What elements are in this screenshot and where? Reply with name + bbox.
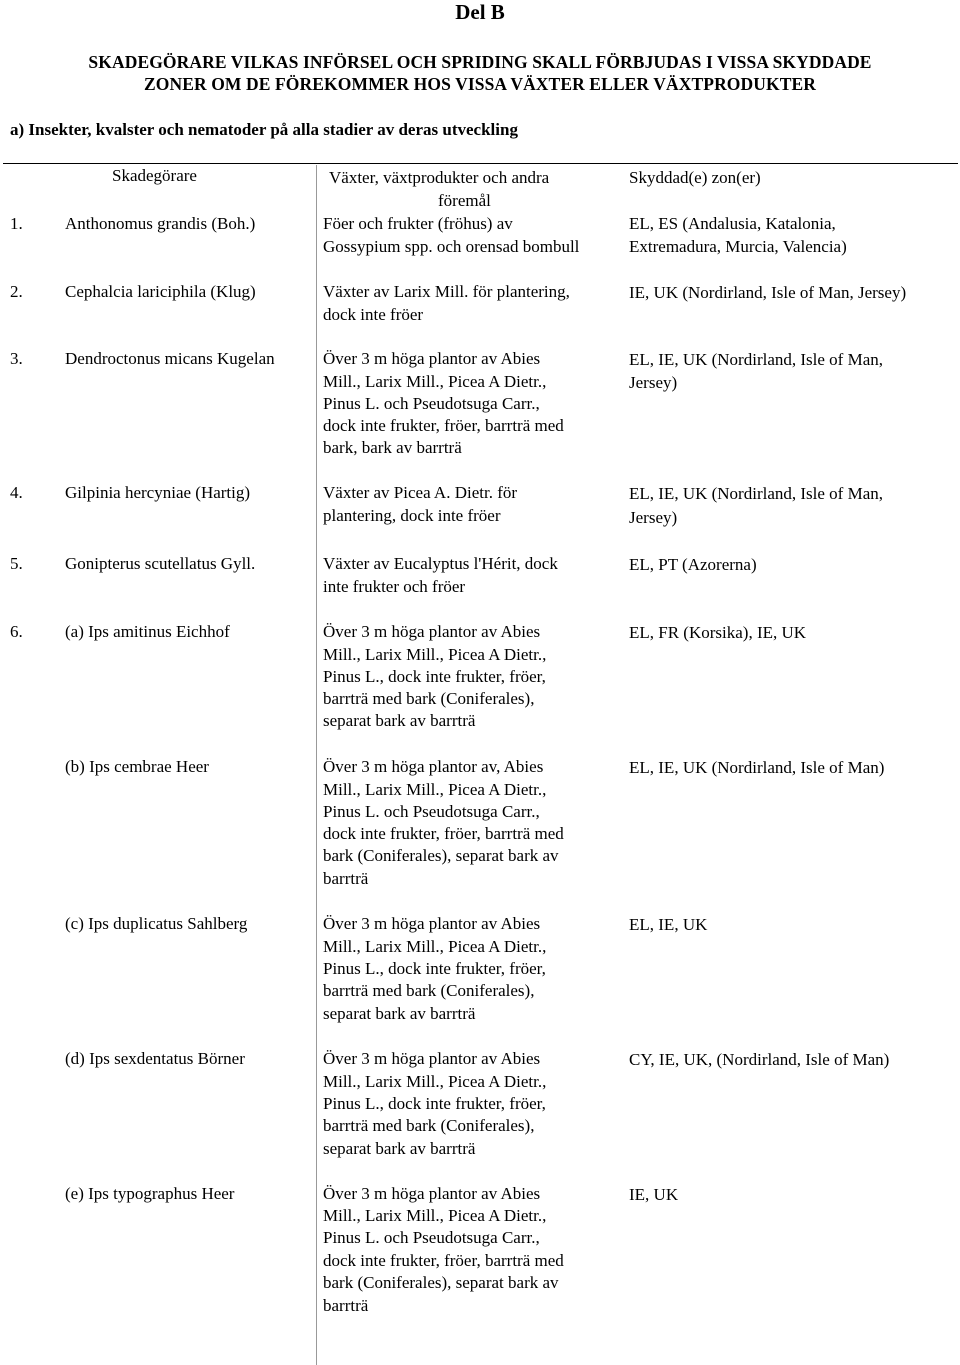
plants-line: Pinus L. och Pseudotsuga Carr., xyxy=(323,394,540,413)
plants-line: bark (Coniferales), separat bark av xyxy=(323,1273,559,1292)
plants-line: Över 3 m höga plantor av Abies xyxy=(323,1184,541,1203)
plants-line: dock inte frukter, fröer, barrträ med xyxy=(323,824,564,843)
pest-name: (b) Ips cembrae Heer xyxy=(65,757,209,776)
zones-line: EL, IE, UK (Nordirland, Isle of Man) xyxy=(629,758,885,777)
plants-line: Pinus L. och Pseudotsuga Carr., xyxy=(323,1228,540,1247)
zones-line: IE, UK (Nordirland, Isle of Man, Jersey) xyxy=(629,283,907,302)
plants-line: bark, bark av barrträ xyxy=(323,438,462,457)
pest-name: (a) Ips amitinus Eichhof xyxy=(65,622,230,641)
pest-name: Dendroctonus micans Kugelan xyxy=(65,349,275,368)
row-number: 2. xyxy=(10,282,23,301)
plants-line: bark (Coniferales), separat bark av xyxy=(323,846,559,865)
pest-name: Gilpinia hercyniae (Hartig) xyxy=(65,483,251,502)
pest-name: Cephalcia lariciphila (Klug) xyxy=(65,282,256,301)
zones-line: EL, IE, UK xyxy=(629,915,708,934)
row-number: 6. xyxy=(10,622,23,641)
row-number: 4. xyxy=(10,483,23,502)
part-title: Del B xyxy=(455,0,505,24)
row-number: 1. xyxy=(10,214,23,233)
plants-line: dock inte frukter, fröer, barrträ med xyxy=(323,416,564,435)
zones-line: Extremadura, Murcia, Valencia) xyxy=(629,237,847,256)
plants-line: Över 3 m höga plantor av, Abies xyxy=(323,757,544,776)
plants-line: Växter av Eucalyptus l'Hérit, dock xyxy=(323,554,558,573)
pest-name: Anthonomus grandis (Boh.) xyxy=(65,214,256,233)
pest-name: (d) Ips sexdentatus Börner xyxy=(65,1049,245,1068)
zones-line: Jersey) xyxy=(629,373,678,392)
zones-line: EL, ES (Andalusia, Katalonia, xyxy=(629,214,836,233)
plants-line: Pinus L., dock inte frukter, fröer, xyxy=(323,1094,546,1113)
pest-name: (c) Ips duplicatus Sahlberg xyxy=(65,914,248,933)
header-plants-line-2: föremål xyxy=(438,191,491,210)
plants-line: dock inte fröer xyxy=(323,305,424,324)
plants-line: Mill., Larix Mill., Picea A Dietr., xyxy=(323,780,547,799)
zones-line: EL, IE, UK (Nordirland, Isle of Man, xyxy=(629,484,883,503)
plants-line: Mill., Larix Mill., Picea A Dietr., xyxy=(323,645,547,664)
header-pest: Skadegörare xyxy=(112,166,197,185)
plants-line: Gossypium spp. och orensad bombull xyxy=(323,237,580,256)
zones-line: CY, IE, UK, (Nordirland, Isle of Man) xyxy=(629,1050,890,1069)
header-zones: Skyddad(e) zon(er) xyxy=(629,168,761,187)
plants-line: Pinus L., dock inte frukter, fröer, xyxy=(323,667,546,686)
plants-line: Mill., Larix Mill., Picea A Dietr., xyxy=(323,372,547,391)
plants-line: barrträ med bark (Coniferales), xyxy=(323,689,535,708)
plants-line: Över 3 m höga plantor av Abies xyxy=(323,914,541,933)
plants-line: barrträ med bark (Coniferales), xyxy=(323,981,535,1000)
plants-line: inte frukter och fröer xyxy=(323,577,466,596)
zones-line: Jersey) xyxy=(629,508,678,527)
plants-line: barrträ xyxy=(323,1296,369,1315)
plants-line: Pinus L., dock inte frukter, fröer, xyxy=(323,959,546,978)
plants-line: separat bark av barrträ xyxy=(323,1139,476,1158)
plants-line: separat bark av barrträ xyxy=(323,711,476,730)
plants-line: Pinus L. och Pseudotsuga Carr., xyxy=(323,802,540,821)
table-top-rule xyxy=(3,163,958,164)
zones-line: IE, UK xyxy=(629,1185,679,1204)
plants-line: Mill., Larix Mill., Picea A Dietr., xyxy=(323,1072,547,1091)
plants-line: Över 3 m höga plantor av Abies xyxy=(323,1049,541,1068)
row-number: 5. xyxy=(10,554,23,573)
section-heading xyxy=(0,51,960,95)
plants-line: Mill., Larix Mill., Picea A Dietr., xyxy=(323,1206,547,1225)
column-divider xyxy=(316,165,317,1365)
zones-line: EL, PT (Azorerna) xyxy=(629,555,757,574)
plants-line: separat bark av barrträ xyxy=(323,1004,476,1023)
plants-line: Föer och frukter (fröhus) av xyxy=(323,214,513,233)
zones-line: EL, FR (Korsika), IE, UK xyxy=(629,623,807,642)
section-heading-line-1: SKADEGÖRARE VILKAS INFÖRSEL OCH SPRIDING SKALL FÖRBJUDAS I VISSA SKYDDADE xyxy=(88,52,872,72)
zones-line: EL, IE, UK (Nordirland, Isle of Man, xyxy=(629,350,883,369)
plants-line: dock inte frukter, fröer, barrträ med xyxy=(323,1251,564,1270)
pest-name: (e) Ips typographus Heer xyxy=(65,1184,235,1203)
plants-line: Växter av Picea A. Dietr. för xyxy=(323,483,518,502)
plants-line: Växter av Larix Mill. för plantering, xyxy=(323,282,570,301)
header-plants-line-1: Växter, växtprodukter och andra xyxy=(329,168,550,187)
plants-line: barrträ xyxy=(323,869,369,888)
plants-line: Mill., Larix Mill., Picea A Dietr., xyxy=(323,937,547,956)
category-subheading: a) Insekter, kvalster och nematoder på alla stadier av deras utveckling xyxy=(10,120,518,139)
plants-line: Över 3 m höga plantor av Abies xyxy=(323,622,541,641)
plants-line: plantering, dock inte fröer xyxy=(323,506,501,525)
pest-name: Gonipterus scutellatus Gyll. xyxy=(65,554,256,573)
section-heading-line-2: ZONER OM DE FÖREKOMMER HOS VISSA VÄXTER ELLER VÄXTPRODUKTER xyxy=(144,74,816,94)
plants-line: barrträ med bark (Coniferales), xyxy=(323,1116,535,1135)
row-number: 3. xyxy=(10,349,23,368)
plants-line: Över 3 m höga plantor av Abies xyxy=(323,349,541,368)
